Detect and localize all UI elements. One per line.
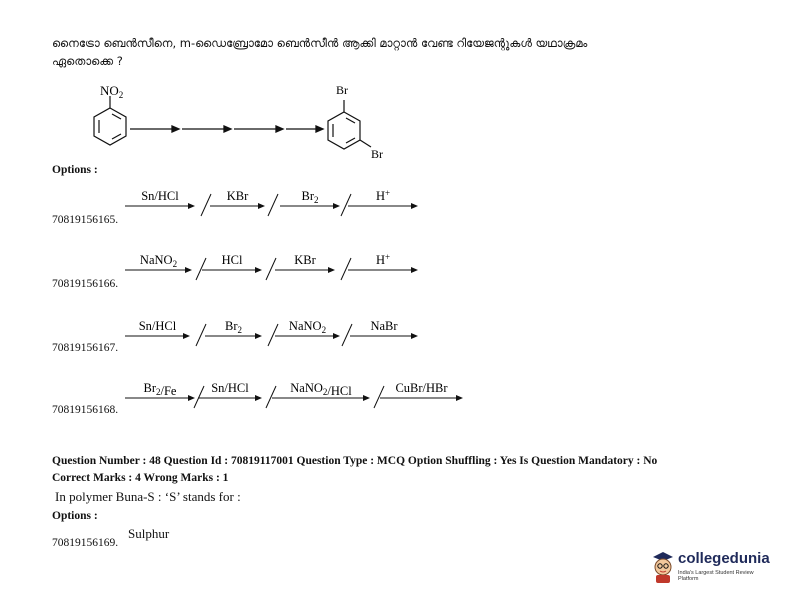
reagent-label: NaNO$_2$: [139, 253, 178, 269]
separator-slash: [266, 386, 276, 408]
reagent-label: KBr: [294, 253, 316, 267]
arrow-head: [255, 395, 262, 401]
reagent-chain: [0, 312, 792, 352]
arrow-head: [188, 395, 195, 401]
option-row[interactable]: [0, 312, 792, 362]
mascot-icon: [650, 548, 676, 584]
reagent-label: $Br_2$: [301, 189, 319, 205]
arrow-head: [188, 203, 195, 209]
reagent-label: Sn/HCl: [138, 319, 177, 333]
arrow-head: [411, 267, 418, 273]
arrow-head: [255, 333, 262, 339]
reagent-label: HCl: [221, 253, 243, 267]
arrow-head: [255, 267, 262, 273]
arrow-head: [333, 203, 340, 209]
reagent-label: Sn/HCl: [211, 381, 249, 395]
separator-slash: [194, 386, 204, 408]
reagent-label: H+: [375, 252, 391, 267]
arrow-head: [456, 395, 463, 401]
arrow-head: [333, 333, 340, 339]
bromo-label-bottom: Br: [371, 147, 383, 161]
separator-slash: [201, 194, 211, 216]
option-id: 70819156169.: [52, 537, 119, 549]
dibromobenzene-structure: [328, 100, 371, 149]
separator-slash: [268, 324, 278, 346]
reagent-chain: [0, 374, 792, 414]
arrow-head: [185, 267, 192, 273]
reagent-label: NaNO$_2$/HCl: [290, 381, 352, 398]
arrow-head: [328, 267, 335, 273]
reagent-label: Sn/HCl: [141, 189, 179, 203]
nitro-label: $NO_2$: [100, 83, 124, 100]
option-row[interactable]: [0, 374, 792, 424]
reagent-label: NaNO$_2$: [288, 319, 327, 335]
option-text-sulphur[interactable]: Sulphur: [128, 526, 170, 541]
option-row[interactable]: [0, 182, 792, 232]
separator-slash: [196, 324, 206, 346]
bromo-label-top: Br: [336, 83, 348, 97]
reagent-label: $Br_2/Fe$: [143, 381, 177, 398]
options-label: Options :: [52, 164, 98, 176]
option-id: 70819156167.: [52, 342, 119, 354]
reagent-label: H+: [375, 188, 391, 203]
option-row[interactable]: [0, 246, 792, 296]
question-header: Question Number : 48 Question Id : 70819117001 Question Type : MCQ Option Shuffling : Yes Is Question Mandatory : No: [52, 455, 658, 467]
question-marks: Correct Marks : 4 Wrong Marks : 1: [52, 472, 229, 484]
scheme-arrows: [130, 126, 323, 132]
reagent-chain: [0, 246, 792, 286]
option-id: 70819156166.: [52, 278, 119, 290]
logo-name: collegedunia: [678, 550, 770, 567]
option-id: 70819156168.: [52, 404, 119, 416]
separator-slash: [268, 194, 278, 216]
reagent-label: NaBr: [370, 319, 398, 333]
arrow-head: [183, 333, 190, 339]
collegedunia-logo[interactable]: [650, 548, 770, 588]
options-label-2: Options :: [52, 510, 98, 522]
arrow-head: [411, 203, 418, 209]
separator-slash: [342, 324, 352, 346]
separator-slash: [266, 258, 276, 280]
reaction-scheme: [0, 0, 792, 170]
arrow-head: [363, 395, 370, 401]
reagent-label: $Br_2$: [225, 319, 242, 335]
question-text-2: In polymer Buna-S : ‘S’ stands for :: [55, 489, 241, 504]
logo-tagline: India's Largest Student Review Platform: [678, 570, 754, 582]
arrow-head: [411, 333, 418, 339]
arrow-head: [258, 203, 265, 209]
reagent-label: CuBr/HBr: [395, 381, 448, 395]
reagent-chain: [0, 182, 792, 222]
separator-slash: [341, 258, 351, 280]
reagent-label: KBr: [226, 189, 249, 203]
nitrobenzene-structure: [94, 96, 126, 145]
option-id: 70819156165.: [52, 214, 119, 226]
separator-slash: [341, 194, 351, 216]
question-text: നൈട്രോ ബെൻസീനെ, m-ഡൈബ്രോമോ ബെൻസീൻ ആക്കി മാറ്റാൻ വേണ്ട റിയേജന്റുകൾ യഥാക്രമം ഏതൊക്കെ ?: [52, 36, 588, 68]
separator-slash: [374, 386, 384, 408]
separator-slash: [196, 258, 206, 280]
